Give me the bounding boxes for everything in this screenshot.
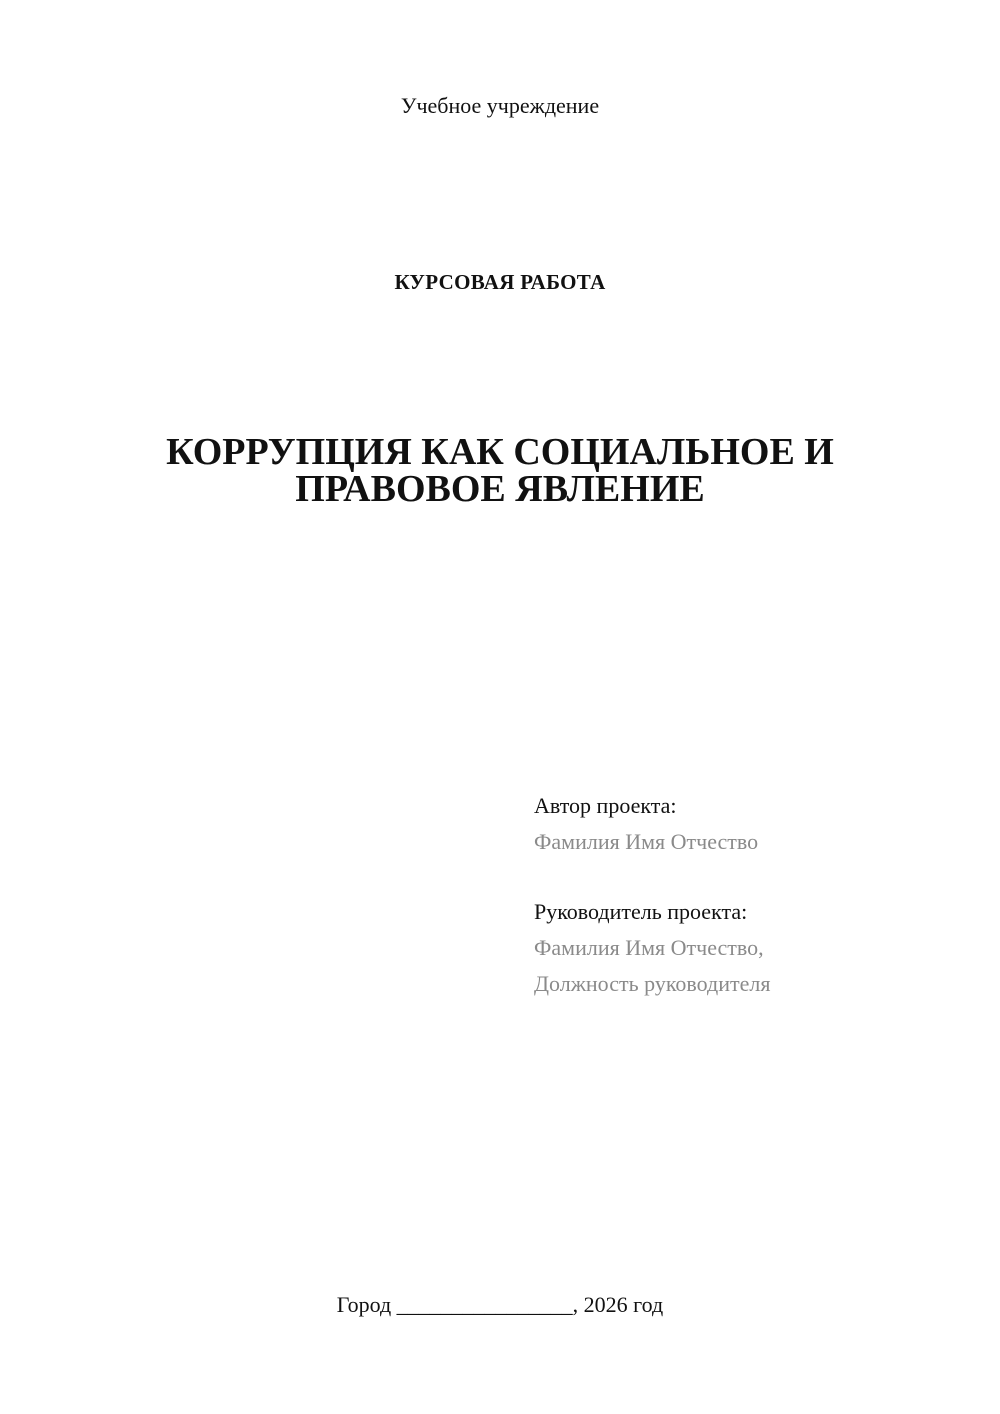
author-label: Автор проекта:	[534, 793, 677, 818]
work-topic-line-2: ПРАВОВОЕ ЯВЛЕНИЕ	[295, 468, 705, 510]
institution-name: Учебное учреждение	[400, 93, 600, 118]
credits-spacer	[534, 860, 974, 894]
credits-block	[534, 788, 974, 1002]
supervisor-label: Руководитель проекта:	[534, 899, 748, 924]
supervisor-position: Должность руководителя	[534, 971, 771, 996]
work-topic-line-1: КОРРУПЦИЯ КАК СОЦИАЛЬНОЕ И	[166, 431, 834, 473]
supervisor-name: Фамилия Имя Отчество,	[534, 935, 764, 960]
author-name: Фамилия Имя Отчество	[534, 829, 759, 854]
city-and-year: Город ________________, 2026 год	[336, 1292, 664, 1317]
document-type: КУРСОВАЯ РАБОТА	[394, 270, 606, 294]
work-topic	[0, 431, 1000, 510]
